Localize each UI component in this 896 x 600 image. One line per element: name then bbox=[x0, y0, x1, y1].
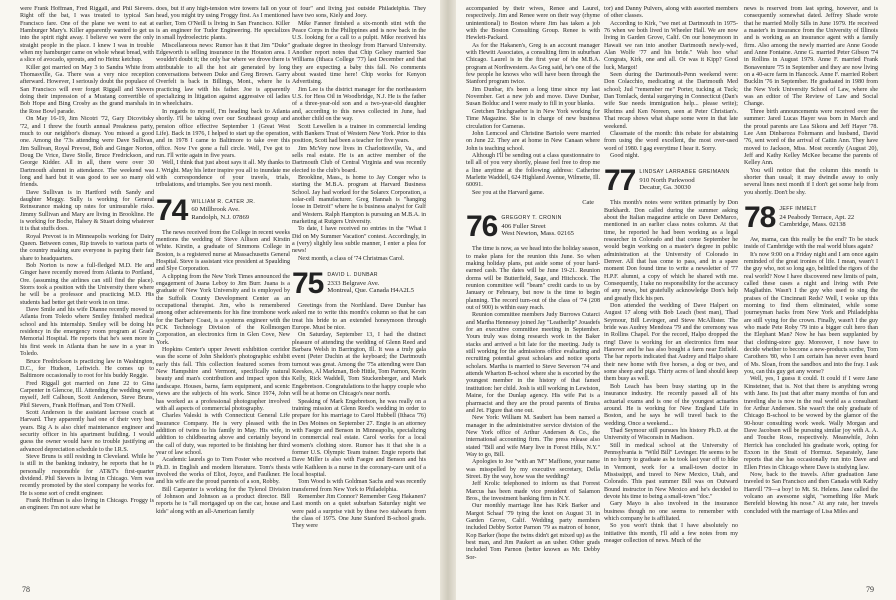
paragraph: To date, I have received no entries in the "What I Did on My Summer Vacation" contest. Accordingly, in a (very) slightly less subtle manner, I enter a plea for news! bbox=[292, 226, 426, 255]
paragraph: Scott Anderson is the assistant lacrosse coach at Harvard. They apparently had one of their very best years. Big A is also chief maintenance engineer and security officer in his apartment building. I would guess the owner would have no trouble justifying an advanced depreciation schedule to the I.R.S. bbox=[20, 409, 154, 453]
paragraph: According to Kirk, "we met at Dartmouth in 1975-76 when we both lived in Wheeler Hall. We are now living in Garden Grove, Calif. On our honeymoon in Hawaii we ran into another Dartmouth newly-wed, Alan Wolfe '77 and his bride." Wah hoo wha! Congrats, Kirk, one and all. Or was it Kipp? Good luck, Margot! bbox=[604, 20, 738, 71]
paragraph: Although I'll be sending out a class questionnaire to tell all of you very shortly, please feel free to drop me a line anytime at the following address: Catherine Marlette Waddell, 624 Highland Avenue, Wilmette, Ill. 60091. bbox=[466, 152, 600, 189]
paragraph: Apologies to Joe "with an 'M'" Maffione, your name was misspelled by my executive secretary, Della Street. By the way, how was the wedding? bbox=[466, 459, 600, 480]
right-column-1 bbox=[466, 6, 600, 576]
paragraph: Fred Riggall got married on June 22 to Gina Carpenter in Glencoe, Ill. Attending the wedding were myself, Jeff Calhoun, Scott Anderson, Steve Bruns, Phil Sievers, Frank Hoffman, and Tom O'Neill. bbox=[20, 380, 154, 409]
paragraph: Next month, a class of '74 Christmas Carol. bbox=[298, 255, 405, 262]
paragraph: Seen during the Dartmouth-Penn weekend were: Don Colacchio, medicating at the Dartmouth Med school; Jud "remember me" Porter, tucking at Tuck; Dan Tomlack, dental surgerying in Connecticut (Dan's wife Sue needs immigration help... please write); Rheims and Ken Noreen, seen at Peter Christian's. That recap shows what shape some were in that late weekend. bbox=[604, 72, 738, 130]
class-secretary-info bbox=[327, 269, 414, 295]
class-secretary-info bbox=[191, 196, 255, 222]
secretary-name: DAVID L. DUNBAR bbox=[327, 272, 378, 279]
secretary-name: JEFF IMMELT bbox=[779, 205, 817, 212]
paragraph: Don attended the wedding of Dave Halpert on August 17 along with Bob Leach (best man), Thad Seymour, Bill Levinger, and Steve McAllister. The bride was Audrey Mendoza '79 and the ceremony was in Rollins Chapel. For the record, Halpo dropped the ring! Dave is working for an electronics firm near Hanover and he has also bought a farm near Enfield. The bar reports indicated that Audrey and Halpo share their new home with five horses, a dog or two, and some sheep and pigs. Thirty acres of land should keep them busy as well. bbox=[604, 303, 738, 383]
paragraph: Dave Smile and his wife Dianne recently moved to Atlanta from Toledo where Smiley finished medical school and his internship. Smiley will be doing his residency in the emergency room program at Grady Memorial Hospital. He reports that he's seen more in his first week in Atlanta than he saw in a year in Toledo. bbox=[20, 307, 154, 358]
address-line-1: 24 Peabody Terrace, Apt. 22 bbox=[779, 213, 855, 221]
address-line-2: West Newton, Mass. 02165 bbox=[501, 230, 574, 238]
paragraph: Mike Fanner finished a six-month stint with the Peace Corps in the Philippines and is now back in the U.S. looking for a call to a pulpit. Mike received his graduate degree in theology from Harvard University. Another report notes that Chip Gelsey married Sue Williams (Ithaca College '77) last December and that they are expecting a baby this fall. No comments about wasted time here! Chip works for Kenyon Advertising. bbox=[292, 20, 426, 86]
paragraph: tor) and Danny Pulvers, along with assorted members of other classes. bbox=[604, 6, 738, 20]
class-secretary-info bbox=[779, 203, 854, 229]
left-column-2 bbox=[156, 6, 290, 576]
paragraph: Frank Hoffman is also living in Chicago. Froggy is an engineer. I'm not sure what he bbox=[20, 498, 154, 512]
address-line-1: 910 North Parkwood bbox=[639, 176, 695, 184]
right-page-number: 79 bbox=[866, 585, 874, 594]
paragraph: Gretchen Teichgraeber is in New York working for Time Magazine. She is in charge of new business circulation for Cameras. bbox=[466, 108, 600, 130]
paragraph: of four" and living just outside Philadelphia. They have two sons, Kiely and Joey. bbox=[292, 6, 426, 20]
paragraph: John Lemcool and Christine Bartolo were married on June 22. They are at home in New Canaan where John is teaching school. bbox=[466, 130, 600, 152]
right-page bbox=[456, 0, 896, 600]
class-secretary-info bbox=[501, 212, 574, 238]
class-header bbox=[744, 200, 878, 234]
secretary-name: GREGORY T. CRONIN bbox=[501, 215, 562, 222]
left-column-3 bbox=[292, 6, 426, 576]
paragraph: The news received from the College in recent weeks mentions the wedding of Steve Allison and Kirstin White. Kirstin, a graduate of Simmons College in Boston, is a registered nurse at Massachusetts General Hospital. Steve is assistant vice president at Spaulding and Slye Corporation. bbox=[156, 229, 290, 273]
address-line-1: 2333 Belgrave Ave. bbox=[327, 279, 380, 287]
class-header bbox=[156, 193, 290, 227]
paragraph: You will notice that the column this month is shorter than usual; it may dwindle away to only several lines next month if I don't get some help from you shortly. Don't be shy. bbox=[744, 167, 878, 196]
left-column-1 bbox=[20, 6, 154, 576]
secretary-name: WILLIAM R. CATER JR. bbox=[191, 198, 256, 205]
paragraph: Steve Bruns is still residing in Cleveland. While he is still in the banking industry, he reports that he is personally responsible for AT&T's first-quarter dividend. Phil Sievers is living in Chicago. Vern was recently promoted by the steel company he works for. He is some sort of credit engineer. bbox=[20, 453, 154, 497]
left-page-number: 78 bbox=[22, 585, 30, 594]
paragraph: New York: William M. Saubert has been named a manager in the administrative service division of the New York office of Arthur Andersen & Co., the international accounting firm. The press release also stated "Bill and wife Mary live in Forest Hills, N.Y." Way to go, Bill. bbox=[466, 415, 600, 458]
paragraph: So you won't think that I have absolutely no initiative this month, I'll add a few notes from my meager collection of news. Much of the bbox=[604, 523, 738, 545]
class-header bbox=[604, 166, 738, 196]
class-year: 75 bbox=[292, 267, 324, 301]
paragraph: On May 16-19, Jim Nicotri '72, Gary Dicovitsky '72, and I threw the fourth annual Preakness party, much to our neighbor's dismay. You missed a good one. Among the '73s attending were Dave Sullivan, Jim Sullivan, Royal Prevost, Bob and Ginger Norton, Doug De Vrice, Dave Stolle, Bruce Fredrickson, and George Kidder. All in all, there were over 30 Dartmouth alumni in attendance. The weekend was long and hard but it was good to see so many old friends. bbox=[20, 116, 154, 189]
paragraph: Gary Mayo is also involved in the insurance business though no one seems to remember with which company he is affiliated. bbox=[604, 501, 738, 522]
paragraph: Classmate of the month: this rebate for abstaining from using the word excellent, the most over-used word of 1980. I gag everytime I hear it. Sorry. bbox=[604, 130, 738, 152]
paragraph: Jim Lee is the district manager for the northeastern U.S. for Hess Oil in Woodbridge, N.J. He is the father of a three-year-old son and a two-year-old daughter and, according to this news collected in June, had another child on the way. bbox=[292, 86, 426, 123]
paragraph: As for the Hakanen's, Greg is an account manager with Hewitt Associates, a consulting firm in suburban Chicago. Laurel is in the first year of the M.B.A. program at Northwestern. As Greg said, he's one of the few people he knows who will have been through the Stanford program twice. bbox=[466, 42, 600, 86]
paragraph: Bob Norton is now a full-fledged M.D. He and Ginger have recently moved from Atlanta to Portland, Ore. (assuming the airlines can still find the place). Storrs took a position with the University there where he will be a professor and practicing M.D. His students had better get their work in on time. bbox=[20, 263, 154, 306]
class-year: 77 bbox=[604, 164, 636, 198]
address-line-1: 406 Fuller Street bbox=[501, 222, 546, 230]
address-line-2: Montreal, Que. Canada H4A2L5 bbox=[327, 287, 414, 295]
paragraph: Thad Seymour still pursues his history Ph.D. at the University of Wisconsin in Madison. bbox=[604, 427, 738, 442]
left-page bbox=[0, 0, 440, 600]
paragraph: Remember Jim Connor? Remember Greg Hakanen? Last month on a quiet suburban Saturday night we were paid a surprise visit by these two stalwarts from the class of 1975. One June Stanford B-school grads. They were bbox=[292, 493, 426, 530]
paragraph: Still in medical school at the University of Pennsylvania is "Wild Bill" Levinger. He seems to be in no hurry to graduate as he took last year off to hike in Vermont, work for a small-town doctor in Mississippi, and travel to New Mexico, Utah, and Colorado. This past summer Bill was on Outward Bound instructor in New Mexico and he's decided to devote his time to being a small-town "doc." bbox=[604, 442, 738, 500]
paragraph: Speaking of Mark Engebretson, he was really on a training mission at Glenn Reed's wedding in order to prepare for his marriage to Carol Hubbell (Ithaca '76) in Des Moines on September 27. Engie is an attorney with Faegre and Benson in Minneapolis, specializing in commercial real estate. Carol works for a local women's clothing store. Rumor has it that she is a former U.S. Olympic Team trainer. Engie reports that Dave Miller is also with Faegre and Benson and his wife Kathleen is a nurse in the coronary-care unit of a local hospital. bbox=[292, 398, 426, 478]
paragraph: Hopkins Center's upper Jewett exhibition corridor was the scene of John Sheldon's photographic exhibit early this fall. This collection featured scenes from New Hampshire and Vermont, specifically natural beauty and man's contribution and impact upon this landscape. Houses, barns, farm equipment, and scenic views are the subjects of his work. Since 1974, John has worked as a professional photographer involved with all aspects of commercial photography. bbox=[156, 347, 290, 412]
paragraph: Royal Prevost is in Minneapolis working for Dairy Queen. Between cones, Rip travels to various parts of the country making sure everyone is paying their fair share to headquarters. bbox=[20, 233, 154, 262]
paragraph: were Frank Hoffman, Fred Riggall, and Phil Sievers. Right off the bat, I was treated to typical San Francisco fare. One of the plane we went to eat at Hamburger Mary's. Killer apparently wanted to get us into the spirit right away. I believe we were the only straight people in the place. I knew I was in trouble when my hamburger came on whole wheat bread, with a slice of avocado, sprouts, and no Heinz ketchup. bbox=[20, 6, 154, 64]
paragraph: A clipping from the New York Times announced the engagement of Juana Leboy to Jim Burr. Juana is a graduate of New York University and is employed by the Suffolk County Development Center as an occupational therapist. Jim, who is remembered among other achievements for his fine trombone work for the Barbary Coast, is a systems engineer with the PCK Technology Division of the Kollmorgen Corporation, an electronics firm in Glen Cove, New York. bbox=[156, 273, 290, 346]
paragraph: Reunion committee members Judy Burrows Cutarci and Martha Hennessy joined Jay "Leatherlip" Jouadefs for an executive committee meeting in September. Yours truly was doing research work in the Baker stacks and arrived a bit late for the meeting. Judy is still working for the admissions office evaluating and recruiting potential great scholars and notice sports scholars. Martha is married to Steve Severson '74 and attends Wharton B-school where she is escorted by the youngest member in the history of that famed institution: her child. Josh is still working in Lewiston, Maine, for the Dunlap agency. His wife Pat is a pharmacist and they are the proud parents of Bruiss and Jet. Figure that one out. bbox=[466, 312, 600, 414]
paragraph: In regards to myself, I'm heading back to Atlanta shortly. I'll be taking over our Southeast group and pension office effective September 1 (Great West Life). Back in 1976, I helped to start up the operation, and in 1978 I came to Baltimore to take over this office. Now I've gone a full circle. Well, I've got to run. I'll write again in five years. bbox=[156, 108, 290, 159]
paragraph: Now, back to the travels. After graduation Jane traveled to San Francisco and then Canada with Kathy Hanvill '79—a boy! to Mt. St. Helens. Jane called the volcano an awesome sight, "something like Mark Berefeld blowing his nose." At any rate, her travels concluded with the marriage of Lisa Miles and bbox=[744, 471, 878, 515]
paragraph: Brookline, Mass., is home to Jay Conger who is starting the M.B.A. program at Harvard Business School. Jay had worked for the Solarex Corporation, a solar-cell manufacturer. Greg Hannah is "hanging loose in Detroit" where he is business analyst for Gulf and Western. Ralph Hampton is pursuing an M.B.A. in marketing at Rutgers University. bbox=[292, 174, 426, 225]
class-year: 74 bbox=[156, 193, 188, 227]
paragraph: Our monthly marriage line has Kirk Barker and Margot Schaaf '79 tying the knot on August 31 in Garden Grove, Calif. Wedding party members included Debby Sortor Parnon '79 as matron of honor, Kop Barker (hope the twins didn't get mixed up) as the best man, and Jim Paukert as an usher. Other grads included Tom Parnon (better known as Mr. Debby Sor- bbox=[466, 503, 600, 561]
paragraph: does, but if any high-tension wire towers fall on your head, you might try using Froggy first. As I mentioned earlier, Tom O'Neill is living in San Francisco. Killer is an engineer for Tudor Engineering. He specializes in small hydroelectric plants. bbox=[156, 6, 290, 42]
paragraph: Bill Carpenter is working for the Tylenol Division of Johnson and Johnson as a product director. Bill reports he is "all mortgaged up on the car, house and kids" along with an all-American family bbox=[156, 486, 290, 515]
paragraph: Academic laurels go to Tom Foster who received a Ph.D. in English and modern literature. Tom's thesis involved the works of Eliot, Joyce, and Faulkner. He and his wife are the proud parents of a son, Robby. bbox=[156, 457, 290, 486]
paragraph: Miscellaneous news: Rumor has it that Jim "Duke" Edgeworth is selling insurance in the Houston area. I wouldn't doubt it; the only bar where we drove there is attributable to all the hot air generated by long conversations between Duke and Greg Brown. Garry Overfelt is back in Billings, Mont., where he is practicing law with his father. Joe is apparently specializing in litigation against aggressive oil ladies in wheelchairs. bbox=[156, 42, 290, 108]
class-secretary-info bbox=[639, 166, 729, 192]
paragraph: Bob Leach has been busy starting up in the insurance industry. He recently passed all of his actuarial exams and is one of the youngest actuaries around. He is working for New England Life in Boston, and he says he will travel back to the wedding. Once a weekend... bbox=[604, 383, 738, 427]
paragraph: accompanied by their wives, Renee and Laurel, respectively. Jim and Renee were on their way (rhyme unintentional) to Boston where Jim has taken a job with the Boston Consulting Group. Renee is with Hewlett-Packard. bbox=[466, 6, 600, 42]
paragraph: Well, yes, I guess it could. It could if I were Jane Kinsteiner, that is. Not that there is anything wrong with Jane. Its just that after many months of fun and traveling she is now in the real world as a consultant for Arthur Andersen. She wasn't the only graduate of Chicago B-school to be wowed by the glamor of the 90-hour consulting work week. Wally Morgan and Dave Jacobsen will be pursuing similar joy with A. A. and Touche Ross, respectively. Meanwhile, John Herrick has concluded his graduate work, opting for Exxon in the Strait of Hormuz. Separately, Jane reports that she has occasionally run into Dave and Ellen Fries in Chicago where Dave is studying law. bbox=[744, 376, 878, 471]
right-column-2 bbox=[604, 6, 738, 576]
class-header bbox=[292, 269, 426, 299]
paragraph: Tom Wood is with Goldman Sachs and was recently transferred from New York to Philadelphia. bbox=[292, 479, 426, 493]
paragraph: Killer got married on May 3 to Sandra White from Thomasville, Ga. There was a very nice reception afterward. However, I seriously doubt the populace of San Francisco will ever forget Riggall and Sievers doing their impression of a Mustang convertible of Bob Hope and Bing Crosby as the grand marshals in the Rose Bowl parade. bbox=[20, 64, 154, 115]
paragraph: news is reserved from last spring, however, and is consequently somewhat dated. Jeffrey Shade wrote that he married Molly Sills in June 1979. He received a master's in insurance from the University of Illinois and is working as an insurance agent with a family firm. Also among the newly married are Anne Goode and Anne Fontaine. Anne G. married Peter Gibson '74 in Rollins in August 1979. Anne F. married Frank Bonaventure '75 in September and they are now living on a 40-acre farm in Hancock. Anne F. married Robert Bucklin '76 in September. He graduated in 1980 from the New York University School of Law, where she was an editor of The Review of Law and Social Change. bbox=[744, 6, 878, 108]
paragraph: Jeff Krolic telephoned to inform us that Forrest Marcus has been made vice president of Salamon Bros., the investment banking firm in N.Y. bbox=[466, 481, 600, 502]
paragraph: Good night. bbox=[610, 152, 640, 159]
paragraph: Greetings from the Northland. Dave Dunbar has asked me to write this month's column so that he can treat his bride to an extended honeymoon through Europe. Must be nice. bbox=[292, 303, 426, 332]
paragraph: Jim McVey now lives in Charlottesville, Va., and sells real estate. He is an active member of the Dartmouth Club of Central Virginia and was recently elected to the club's board. bbox=[292, 145, 426, 174]
paragraph: The time is now, as we head into the holiday season, to make plans for the reunion this June. So when making holiday plans, put aside some of your hard-earned cash. The dates will be June 19-21. Reunion dorms will be Butterfield, Sage, and Hitchcock. The reunion committee will "beam" credit cards to us by January or February, but now is the time to begin planning. The record turn-out of the class of '74 (208 out of 900) is within easy reach. bbox=[466, 246, 600, 312]
address-line-2: Decatur, Ga. 30030 bbox=[639, 184, 691, 192]
paragraph: Jim Dunbar, it's been a long time since my last November. Get a new job and move. Dave Dunbar, Susan Bolduc and I were ready to fill in your blanks. bbox=[466, 86, 600, 108]
paragraph: It's now 9:00 on a Friday night and I am once again reminded of the great ironies of life. I mean, wasn't I the guy who, not so long ago, belittled the rigors of the real world? Now I have discovered new limits of pain, called these cases a night and living with Pete Magliathin. Wasn't I the guy who used to sing the praises of the Cincinnati Reds? Well, I woke up this morning to find them eliminated, while some journeyman hacks from New York and Philadelphia are still vying for the crown. Finally, wasn't I the guy who made Pete Roby '79 into a bigger cult hero than the Elephant Man? Now he has been supplanted by that clothing-store guy. Moreover, I now have to decide whether to become a new-products scribe, Tom Carothers '80, who I am certain has never even heard of Ms. Sloan, from the sandbox and into the fray. I ask you, can this guy get any worse? bbox=[744, 251, 878, 376]
right-column-3 bbox=[744, 6, 878, 576]
paragraph: Three birth announcements were received over the summer: Jared Lucas Hayer was born in March and the proud parents are Lea Sikora and Jeff Hayer '78. Lee Ann Dinbaroza Fohrmann and husband, David '76, sent word of the arrival of Caitin Ann. They have moved to Jackson, Miss. Most recently (August 20), Jeff and Kathy Kelley McKee became the parents of Kelley Ann. bbox=[744, 108, 878, 167]
class-year: 78 bbox=[744, 200, 776, 234]
signature: Cate bbox=[582, 198, 594, 206]
paragraph: Bruce Fredrickson is practicing law in Washington, D.C., for Hudson, Leftwich. He comes up to Baltimore occasionally to root for his buddy Reggie. bbox=[20, 358, 154, 380]
paragraph: Scott Lewellen is a trainee in commercial lending with Bankers Trust of Western New York. Prior to this position, Scott had been a teacher for five years. bbox=[292, 123, 426, 145]
paragraph: On Saturday, September 13, I had the distinct pleasure of attending the wedding of Glenn Reed and Barbara Welsh in Barrington, Ill. It was a truly gala event (Peter Duchin at the keyboard; the Dartmouth turnout was great. Among the '75s attending were Dan Keeskes, Al Markman, Bob Hittle, Tom Parnon, Kevin Kelly, Rick Waddell, Tom Stuckenberger, and Mark Engebretson. Congratulations to the happy couple who will be at home on Chicago's near north. bbox=[292, 332, 426, 398]
address-line-2: Cambridge, Mass. 02138 bbox=[779, 221, 846, 229]
class-header bbox=[466, 212, 600, 242]
address-line-2: Randolph, N.J. 07869 bbox=[191, 213, 250, 221]
paragraph: Charles Valeski is with Connecticut General Life Insurance Company. He is very pleased with the addition of twins to his family in May. His wife, in addition to childbearing above and certainly beyond the call of duty, was reported to be finishing her third year of law school. bbox=[156, 413, 290, 456]
address-line-1: 60 Millbrook Ave. bbox=[191, 206, 240, 214]
secretary-name: LINDSAY LARRABEE GREIMANN bbox=[639, 169, 730, 176]
paragraph: Aw, mama, can this really be the end? To be stuck inside of Cambridge with the real world blues again? bbox=[744, 236, 878, 251]
paragraph: This month's notes were written primarily by Don Burkhardt. Don called during the summer asking about the Italian magazine article on Dave DeMarco, mentioned in an earlier class notes column. At that time, he reported he had been working as a legal researcher in Colorado and that come September he would begin working on a master's degree in public administration at the University of Colorado in Denver. All that has come to pass, and in a spare moment Don found time to write a newsletter of '77 H.P.F. alumni, a copy of which he shared with me. Consequently, I take no responsibility for the accuracy of any news, but gratefully acknowledge Don's help and greatly flick his pen. bbox=[604, 200, 738, 302]
paragraph: See you at the Harvard game. bbox=[472, 189, 545, 196]
class-year: 76 bbox=[466, 210, 498, 244]
page-gutter bbox=[440, 0, 456, 600]
paragraph: Dave Sullivan is in Hartford with Sandy and daughter Meggy. Sully is working for General Reinsurance making up rates for uninsurable risks. Jimmy Sullivan and Mary are living in Brookline. He is working for Boche, Halsey & Stuart doing whatever it is that stuffs does. bbox=[20, 189, 154, 233]
paragraph: Well, I think that just about says it all. My thanks to J. Wright. May his letter inspire you all to inundate me with correspondence of your travels, trials, tribulations, and triumphs. See you next month. bbox=[156, 160, 290, 189]
